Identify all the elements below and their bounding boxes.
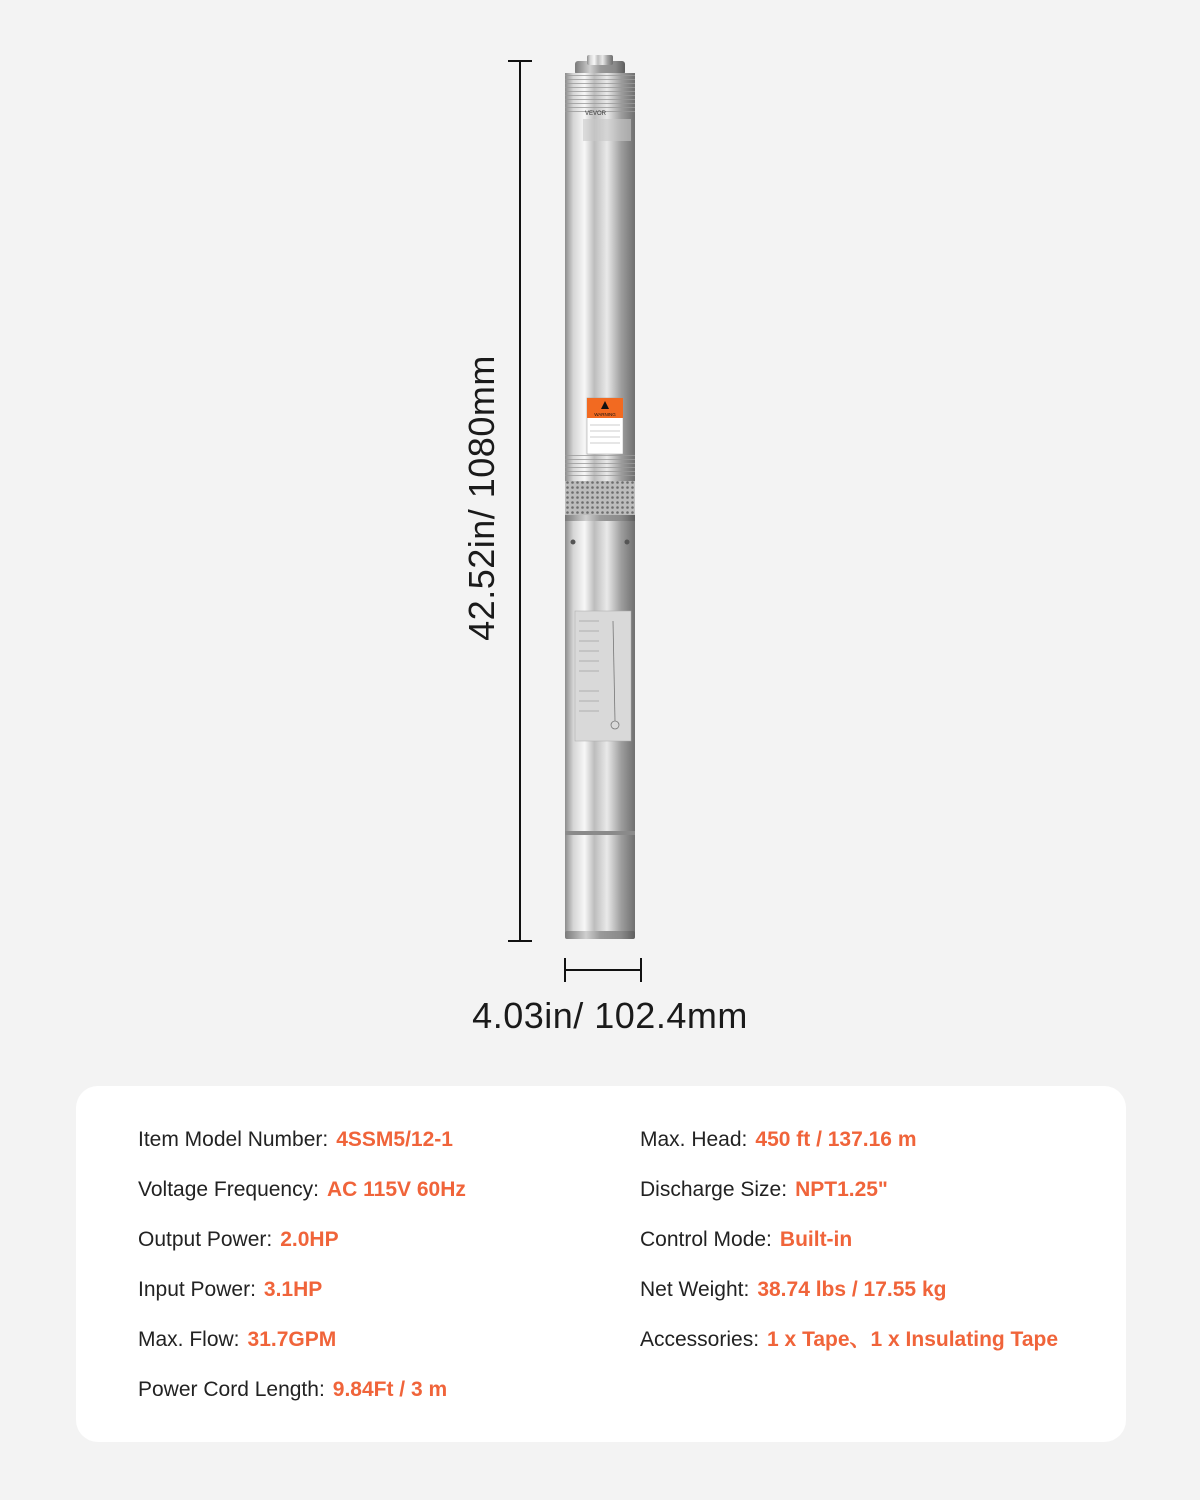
spec-row-max-flow [138,1326,466,1376]
spec-value: 1 x Tape、1 x Insulating Tape [767,1328,1059,1351]
height-dimension-label: 42.52in/ 1080mm [461,355,502,641]
spec-label: Control Mode: [640,1228,772,1251]
spec-label: Net Weight: [640,1278,750,1301]
spec-value: 9.84Ft / 3 m [332,1378,448,1401]
spec-row-discharge-size [640,1176,1058,1226]
width-dimension-label: 4.03in/ 102.4mm [472,995,748,1036]
spec-value: 450 ft / 137.16 m [755,1128,917,1151]
spec-label: Voltage Frequency: [138,1178,319,1201]
spec-row-net-weight [640,1276,1058,1326]
specs-right-column [640,1126,1058,1376]
spec-label: Power Cord Length: [138,1378,325,1401]
spec-value: Built-in [779,1228,853,1251]
spec-row-output-power [138,1226,466,1276]
spec-row-model-number [138,1126,466,1176]
spec-row-max-head [640,1126,1058,1176]
spec-value: 2.0HP [280,1228,339,1251]
spec-value: 31.7GPM [247,1328,337,1351]
spec-value: 3.1HP [263,1278,323,1301]
spec-row-power-cord-length [138,1376,466,1426]
spec-value: 4SSM5/12-1 [336,1128,453,1151]
specs-left-column [138,1126,466,1426]
specifications-card [76,1086,1126,1442]
spec-label: Max. Flow: [138,1328,240,1351]
height-dimension-line [508,60,532,942]
spec-value: NPT1.25" [795,1178,888,1201]
spec-value: AC 115V 60Hz [326,1178,466,1201]
spec-label: Output Power: [138,1228,273,1251]
spec-row-accessories [640,1326,1058,1376]
width-dimension-line [564,958,642,982]
spec-row-voltage-frequency [138,1176,466,1226]
submersible-pump-image [555,55,655,945]
spec-row-control-mode [640,1226,1058,1276]
spec-row-input-power [138,1276,466,1326]
spec-label: Item Model Number: [138,1128,329,1151]
spec-label: Accessories: [640,1328,760,1351]
spec-label: Input Power: [138,1278,256,1301]
spec-label: Max. Head: [640,1128,748,1151]
brand-mark: VEVOR [585,111,607,117]
spec-label: Discharge Size: [640,1178,788,1201]
spec-value: 38.74 lbs / 17.55 kg [757,1278,947,1301]
warning-label-text: WARNING [594,412,616,417]
